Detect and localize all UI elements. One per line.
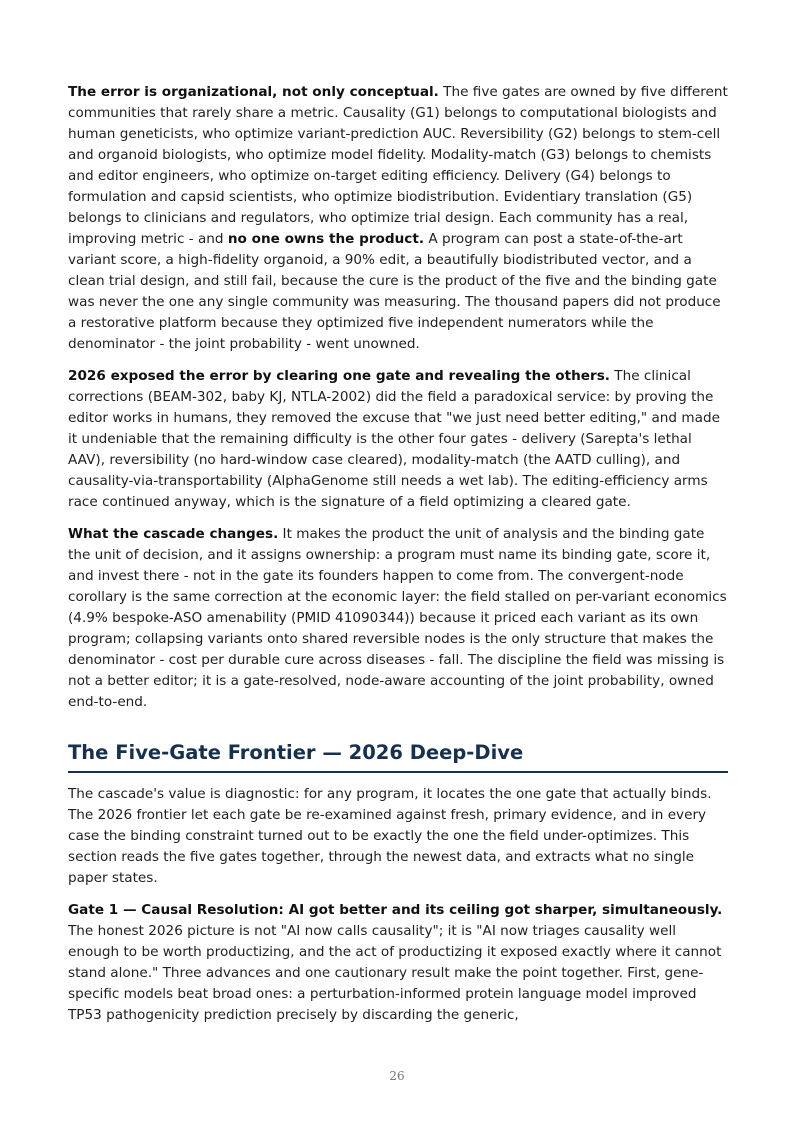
section-intro: The cascade's value is diagnostic: for any program, it locates the one gate that actually binds. The 2026 frontier let each gate be re-examined against fresh, primary evidence, and in every case the binding constraint turned out to be exactly the one the field under-optimizes. This section reads the five gates together, through the newest data, and extracts what no single paper states.	[68, 786, 712, 886]
paragraph-text: The clinical corrections (BEAM-302, baby KJ, NTLA-2002) did the field a paradoxical service: by proving the editor works in humans, they removed the excuse that "we just need better editing," and made it undeniable that the remaining difficulty is the other four gates - delivery (Sarepta's lethal AAV), reversibility (no hard-window case cleared), modality-match (the AATD culling), and causality-via-transportability (AlphaGenome still needs a wet lab). The editing-efficiency arms race continued anyway, which is the signature of a field optimizing a cleared gate.	[68, 368, 720, 510]
paragraph-text: The honest 2026 picture is not "AI now calls causality"; it is "AI now triages causality well enough to be worth productizing, and the act of productizing it exposed exactly where it cannot stand alone." Three advances and one cautionary result make the point together. First, gene-specific models beat broad ones: a perturbation-informed protein language model improved TP53 pathogenicity prediction precisely by discarding the generic,	[68, 923, 722, 1023]
paragraph-text: The five gates are owned by five different communities that rarely share a metric. Causality (G1) belongs to computational biologists and human geneticists, who optimize variant-prediction AUC. Reversibility (G2) belongs to stem-cell and organoid biologists, who optimize model fidelity. Modality-match (G3) belongs to chemists and editor engineers, who optimize on-target editing efficiency. Delivery (G4) belongs to formulation and capsid scientists, who optimize biodistribution. Evidentiary translation (G5) belongs to clinicians and regulators, who optimize trial design. Each community has a real, improving metric - and	[68, 84, 728, 247]
paragraph-emphasis: no one owns the product.	[227, 231, 425, 247]
page-number: 26	[389, 1069, 405, 1083]
paragraph-organizational-error	[68, 82, 728, 355]
paragraph-text: It makes the product the unit of analysis and the binding gate the unit of decision, and it assigns ownership: a program must name its binding gate, score it, and invest there - not in the gate its founders happen to come from. The convergent-node corollary is the same correction at the economic layer: the field stalled on per-variant economics (4.9% bespoke-ASO amenability (PMID 41090344)) because it priced each variant as its own program; collapsing variants onto shared reversible nodes is the only structure that makes the denominator - cost per durable cure across diseases - fall. The discipline the field was missing is not a better editor; it is a gate-resolved, node-aware accounting of the joint probability, owned end-to-end.	[68, 526, 727, 710]
page-content	[68, 82, 728, 1037]
paragraph-cascade-changes	[68, 524, 728, 713]
paragraph-gate-1	[68, 900, 728, 1026]
paragraph-2026-exposed	[68, 366, 728, 513]
paragraph-lead: What the cascade changes.	[68, 526, 279, 542]
section-heading: The Five-Gate Frontier — 2026 Deep-Dive	[68, 740, 728, 773]
paragraph-lead: 2026 exposed the error by clearing one gate and revealing the others.	[68, 368, 610, 384]
paragraph-lead: The error is organizational, not only conceptual.	[68, 84, 439, 100]
paragraph-lead: Gate 1 — Causal Resolution: AI got better and its ceiling got sharper, simultaneously.	[68, 902, 723, 918]
paragraph-text: A program can post a state-of-the-art variant score, a high-fidelity organoid, a 90% edit, a beautifully biodistributed vector, and a clean trial design, and still fail, because the cure is the product of the five and the binding gate was never the one any single community was measuring. The thousand papers did not produce a restorative platform because they optimized five independent numerators while the denominator - the joint probability - went unowned.	[68, 231, 721, 352]
